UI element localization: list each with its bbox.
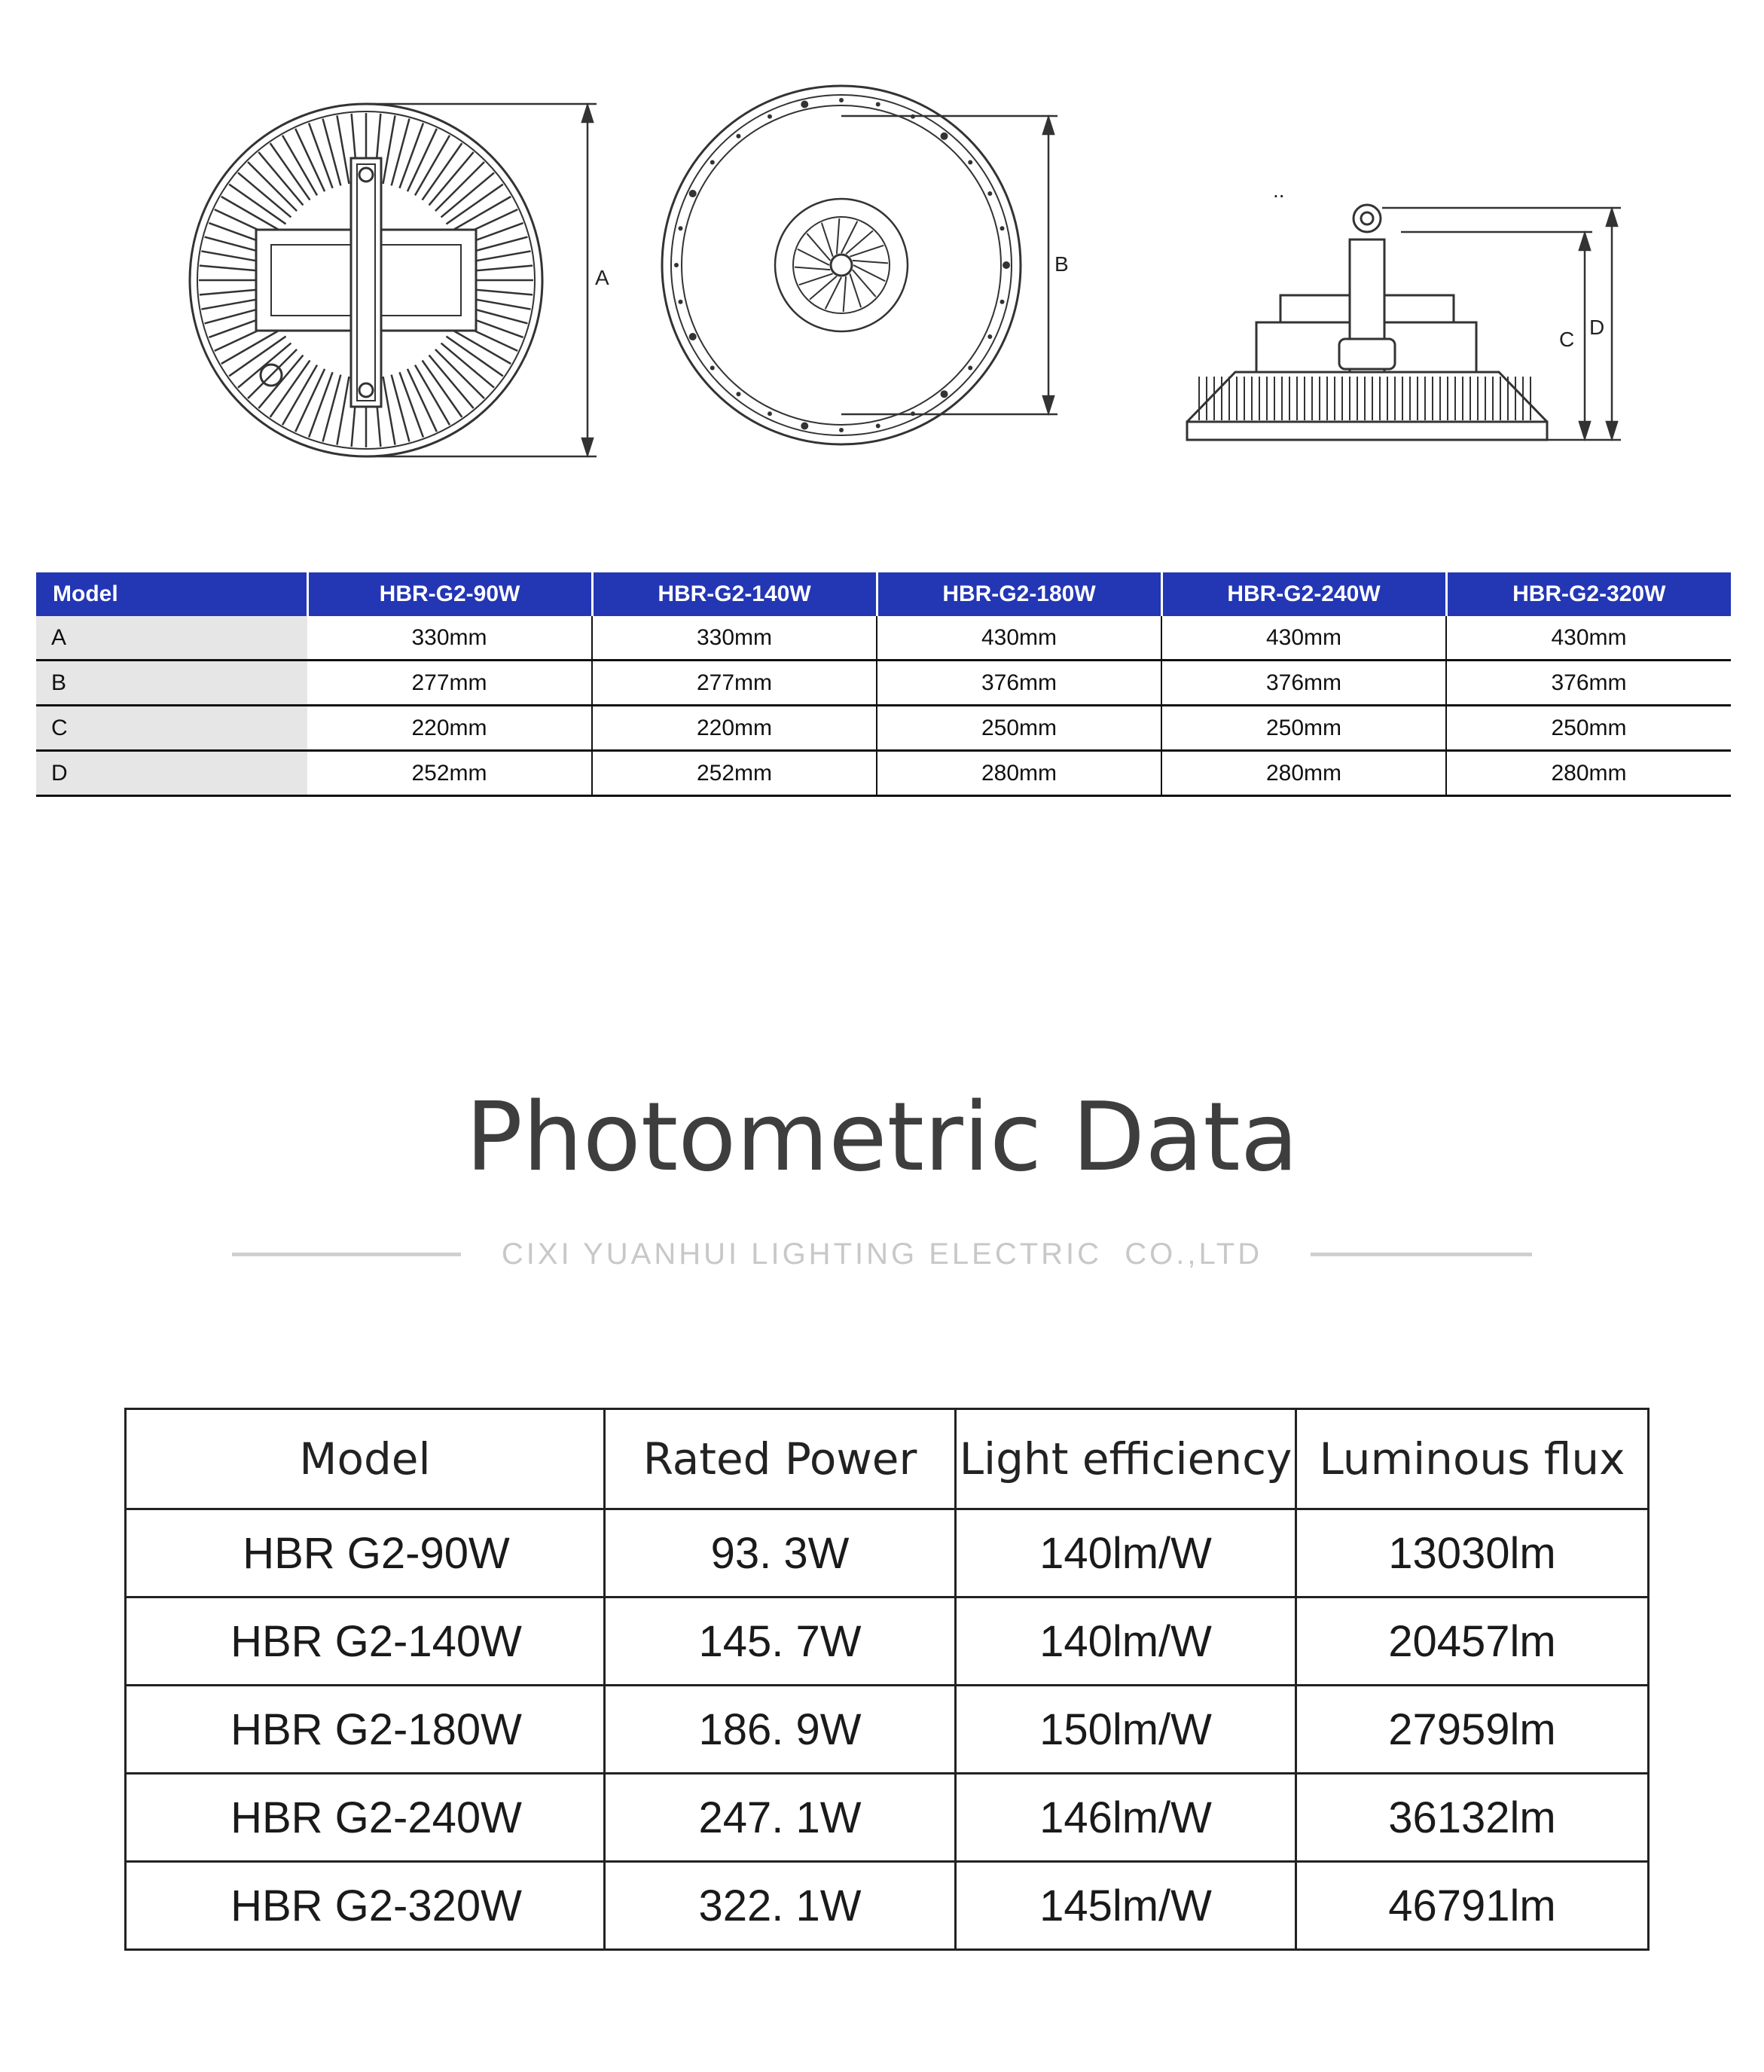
label-dots: ..: [1273, 179, 1285, 202]
row-label: A: [36, 616, 307, 661]
side-view-drawing: [1187, 205, 1547, 440]
table-cell: 280mm: [877, 751, 1161, 796]
table-cell: 220mm: [592, 706, 877, 751]
table-cell: 277mm: [592, 661, 877, 706]
model-cell: HBR G2-180W: [126, 1686, 605, 1774]
table-cell: 220mm: [307, 706, 592, 751]
row-label: B: [36, 661, 307, 706]
header-model: Model: [126, 1409, 605, 1509]
table-cell: 280mm: [1446, 751, 1731, 796]
table-cell: 250mm: [1161, 706, 1446, 751]
light-efficiency-cell: 145lm/W: [956, 1862, 1296, 1950]
header-rated-power: Rated Power: [605, 1409, 956, 1509]
table-cell: 250mm: [877, 706, 1161, 751]
light-efficiency-cell: 140lm/W: [956, 1509, 1296, 1597]
table-cell: 430mm: [1161, 616, 1446, 661]
table-cell: 252mm: [592, 751, 877, 796]
table-row: [36, 706, 1731, 751]
drawings-svg: [0, 0, 1764, 512]
light-efficiency-cell: 140lm/W: [956, 1597, 1296, 1686]
table-cell: 430mm: [1446, 616, 1731, 661]
model-cell: HBR G2-140W: [126, 1597, 605, 1686]
luminous-flux-cell: 20457lm: [1296, 1597, 1649, 1686]
header-luminous-flux: Luminous flux: [1296, 1409, 1649, 1509]
table-row: [36, 751, 1731, 796]
table-cell: 330mm: [307, 616, 592, 661]
table-cell: 376mm: [877, 661, 1161, 706]
row-label: D: [36, 751, 307, 796]
header-light-efficiency: Light efficiency: [956, 1409, 1296, 1509]
rated-power-cell: 247. 1W: [605, 1774, 956, 1862]
light-efficiency-cell: 146lm/W: [956, 1774, 1296, 1862]
dimension-table-header: [36, 572, 1731, 616]
rated-power-cell: 145. 7W: [605, 1597, 956, 1686]
luminous-flux-cell: 46791lm: [1296, 1862, 1649, 1950]
label-c: C: [1559, 328, 1575, 351]
table-cell: 330mm: [592, 616, 877, 661]
header-col: HBR-G2-180W: [877, 572, 1161, 616]
table-cell: 252mm: [307, 751, 592, 796]
top-view-drawing: [190, 104, 542, 456]
table-cell: 376mm: [1161, 661, 1446, 706]
model-cell: HBR G2-320W: [126, 1862, 605, 1950]
table-row: [126, 1774, 1649, 1862]
table-row: [126, 1862, 1649, 1950]
rated-power-cell: 322. 1W: [605, 1862, 956, 1950]
luminous-flux-cell: 13030lm: [1296, 1509, 1649, 1597]
label-d: D: [1589, 316, 1605, 339]
row-label: C: [36, 706, 307, 751]
luminous-flux-cell: 27959lm: [1296, 1686, 1649, 1774]
rated-power-cell: 93. 3W: [605, 1509, 956, 1597]
model-cell: HBR G2-90W: [126, 1509, 605, 1597]
table-row: [126, 1686, 1649, 1774]
table-row: [126, 1509, 1649, 1597]
technical-drawings: [0, 0, 1764, 512]
luminous-flux-cell: 36132lm: [1296, 1774, 1649, 1862]
light-efficiency-cell: 150lm/W: [956, 1686, 1296, 1774]
header-col: HBR-G2-90W: [307, 572, 592, 616]
model-cell: HBR G2-240W: [126, 1774, 605, 1862]
rated-power-cell: 186. 9W: [605, 1686, 956, 1774]
table-cell: 250mm: [1446, 706, 1731, 751]
photometric-table: [124, 1408, 1650, 1951]
bottom-view-drawing: [662, 86, 1021, 444]
photometric-table-header: [126, 1409, 1649, 1509]
section-title: Photometric Data: [465, 1082, 1299, 1192]
label-a: A: [595, 266, 609, 289]
table-cell: 280mm: [1161, 751, 1446, 796]
header-col: HBR-G2-320W: [1446, 572, 1731, 616]
divider-right: [1311, 1253, 1532, 1256]
table-row: [126, 1597, 1649, 1686]
table-cell: 376mm: [1446, 661, 1731, 706]
table-cell: 430mm: [877, 616, 1161, 661]
dimension-b: [841, 116, 1057, 414]
company-subtitle: CIXI YUANHUI LIGHTING ELECTRIC CO.,LTD: [501, 1237, 1263, 1271]
table-row: [36, 661, 1731, 706]
header-col: HBR-G2-140W: [592, 572, 877, 616]
header-model: Model: [36, 572, 307, 616]
dimension-table: [36, 572, 1731, 797]
table-row: [36, 616, 1731, 661]
header-col: HBR-G2-240W: [1161, 572, 1446, 616]
table-cell: 277mm: [307, 661, 592, 706]
label-b: B: [1054, 252, 1069, 276]
